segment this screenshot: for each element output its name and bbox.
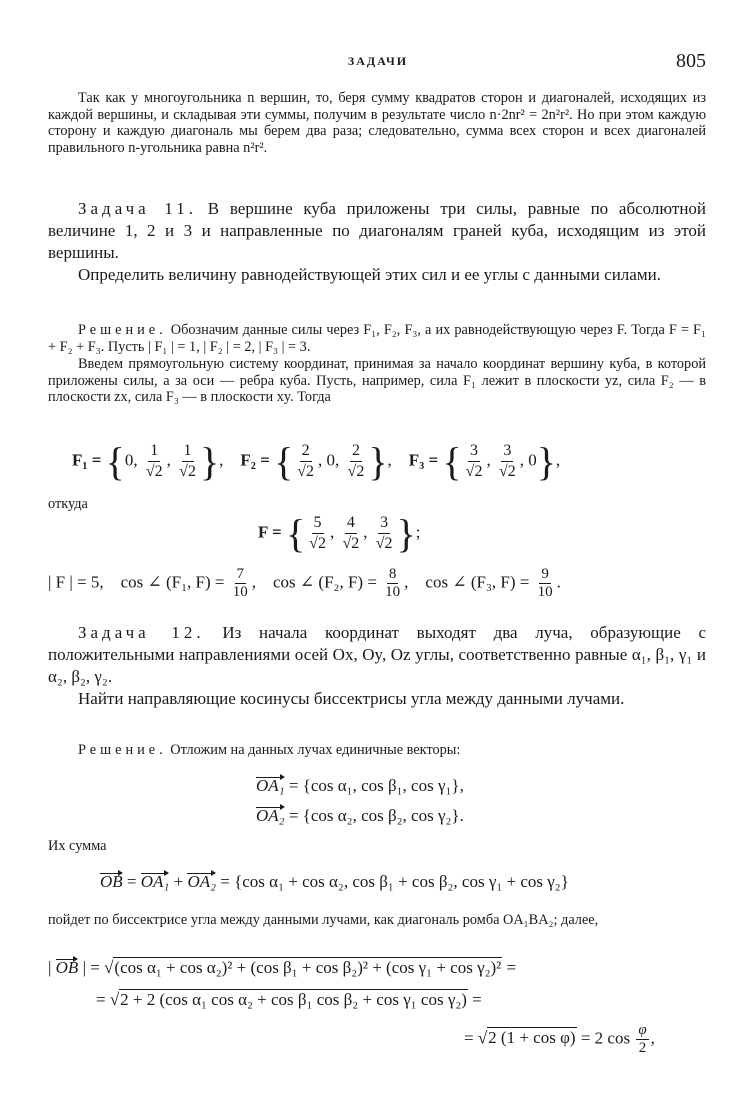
norm-line-3: = √2 (1 + cos φ) = 2 cos $\frac{\varphi}{2}$ , (464, 1022, 655, 1056)
norm-radicand-1: (cos α₁ + cos α₂)² + (cos β₁ + cos β₂)² + (cos γ₁ + cos γ₂)² (114, 958, 502, 977)
solution-11-label: Решение. (78, 322, 167, 338)
cos1-lhs: cos ∠ (F₁, F) = (120, 572, 225, 592)
oa2-rhs: = {cos α₂, cos β₂, cos γ₂}. (288, 806, 464, 825)
whence-text: откуда (48, 496, 88, 512)
problem-11-label: Задача 11. (78, 199, 198, 218)
oa1-vector: OA₁ (256, 776, 285, 795)
magnitude: | F | = 5, (48, 572, 104, 592)
f-z: $\frac{3}{√2}$ (375, 514, 393, 552)
problem-11 (48, 198, 706, 264)
half-phi: $\frac{\varphi}{2}$ (638, 1022, 647, 1056)
cosines-formula: | F | = 5, cos ∠ (F₁, F) = $\frac{7}{10}$ , cos ∠ (F₂, F) = $\frac{8}{10}$ , cos ∠ (F₃, F) = $\frac{9}{10}$ . (48, 566, 561, 600)
f3-x: $\frac{3}{√2}$ (465, 442, 483, 480)
ob-vector-norm: OB (55, 958, 79, 977)
oa2-vector-sum: OA₂ (187, 872, 217, 891)
problem-11-text: В вершине куба приложены три силы, равные по абсолютной величине 1, 2 и 3 и направленные по диагоналям граней куба, исходящим из этой вершины. (48, 199, 707, 262)
oa1-vector-sum: OA₁ (140, 872, 170, 891)
problem-11-task: Определить величину равнодействующей этих сил и ее углы с данными силами. (78, 265, 661, 284)
f2-y: 0 (326, 450, 336, 470)
cos3-lhs: cos ∠ (F₃, F) = (425, 572, 530, 592)
f2-z: $\frac{2}{√2}$ (347, 442, 365, 480)
oa2-vector: OA₂ (256, 806, 285, 825)
f3-label: F₃ = (408, 450, 439, 470)
bisector-text: пойдет по биссектрисе угла между данными лучами, как диагональ ромба OA₁BA₂; далее, (48, 912, 599, 928)
page-number: 805 (676, 50, 706, 72)
oa2-formula (256, 806, 464, 826)
f-x: $\frac{5}{√2}$ (309, 514, 326, 552)
norm-radicand-2: 2 + 2 (cos α₁ cos α₂ + cos β₁ cos β₂ + cos γ₁ cos γ₂) (120, 990, 467, 1009)
sum-text: Их сумма (48, 838, 107, 854)
solution-12-text: Отложим на данных лучах единичные векторы: (170, 742, 461, 758)
f2-label: F₂ = (240, 450, 270, 470)
solution-12-label: Решение. (78, 742, 167, 758)
cos1-value: $\frac{7}{10}$ (232, 566, 248, 600)
oa1-rhs: = {cos α₁, cos β₁, cos γ₁}, (288, 776, 464, 795)
problem-12-task: Найти направляющие косинусы биссектрисы угла между данными лучами. (78, 689, 625, 708)
f1-z: $\frac{1}{√2}$ (179, 442, 196, 480)
problem-12-label: Задача 12. (78, 623, 205, 642)
ob-formula: OB = OA₁ + OA₂ = {cos α₁ + cos α₂, cos β₁ + cos β₂, cos γ₁ + cos γ₂} (100, 872, 569, 891)
ob-vector: OB (100, 872, 123, 891)
f1-x: 0 (124, 450, 134, 470)
f3-y: $\frac{3}{√2}$ (498, 442, 516, 480)
f2-x: $\frac{2}{√2}$ (297, 442, 315, 480)
ob-rhs: = {cos α₁ + cos α₂, cos β₁ + cos β₂, cos γ₁ + cos γ₂} (220, 872, 569, 891)
running-head (0, 50, 756, 74)
f1-y: $\frac{1}{√2}$ (145, 442, 163, 480)
solution-11-text2: Введем прямоугольную систему координат, принимая за начало координат вершину куба, в которой приложены силы, а за оси — ребра куба. Пусть, например, сила F₁ лежит в плоскости yz, сила F₂ — в плоскости zx, сила F₃ — в плоскости xy. Тогда (48, 356, 706, 406)
problem-12-text: Из начала координат выходят два луча, образующие с положительными направлениями осей Ox, Oy, Oz углы, соответственно равные α₁, β₁, γ₁ и α₂, β₂, γ₂. (48, 623, 707, 686)
cos2-value: $\frac{8}{10}$ (385, 566, 401, 600)
f3-z: 0 (528, 450, 537, 470)
running-title: ЗАДАЧИ (347, 54, 409, 68)
f-label: F = (258, 522, 282, 542)
norm-line-2: = √2 + 2 (cos α₁ cos α₂ + cos β₁ cos β₂ + cos γ₁ cos γ₂) = (96, 990, 482, 1009)
intro-paragraph: Так как у многоугольника n вершин, то, беря сумму квадратов сторон и диагоналей, исходящих из каждой вершины, и складывая эти суммы, получим в результате число n·2nr² = 2n²r². Но при этом каждую сторону и каждую диагональ мы берем два раза; следовательно, сумма всех сторон и всех диагоналей правильного n-угольника равна n²r². (48, 90, 706, 156)
f-y: $\frac{4}{√2}$ (342, 514, 360, 552)
force-vectors-formula: F₁ = {0, $\frac{1}{√2}$ , $\frac{1}{√2}$ }, F₂ = { $\frac{2}{√2}$ , 0, $\frac{2}{√2}$ }, F₃ = { $\frac{3}{√2}$ , $\frac{3}{√2}$ , 0}, (72, 439, 561, 484)
norm-radicand-3: 2 (1 + cos φ) (488, 1028, 576, 1048)
problem-12 (48, 622, 706, 688)
solution-11 (48, 322, 706, 355)
norm-line-3-rhs: = 2 cos (580, 1028, 631, 1048)
norm-line-1: | OB | = √(cos α₁ + cos α₂)² + (cos β₁ + cos β₂)² + (cos γ₁ + cos γ₂)² = (48, 958, 517, 977)
solution-11-text: Обозначим данные силы через F₁, F₂, F₃, а их равнодействующую через F. Тогда F = F₁ + F₂ + F₃. Пусть | F₁ | = 1, | F₂ | = 2, | F₃ | = 3. (48, 322, 706, 355)
oa1-formula (256, 776, 464, 796)
cos2-lhs: cos ∠ (F₂, F) = (273, 572, 377, 592)
f1-label: F₁ = (72, 450, 102, 470)
cos3-value: $\frac{9}{10}$ (537, 566, 553, 600)
resultant-formula: F = { $\frac{5}{√2}$ , $\frac{4}{√2}$ , $\frac{3}{√2}$ }; (258, 511, 421, 556)
solution-12 (48, 742, 706, 759)
